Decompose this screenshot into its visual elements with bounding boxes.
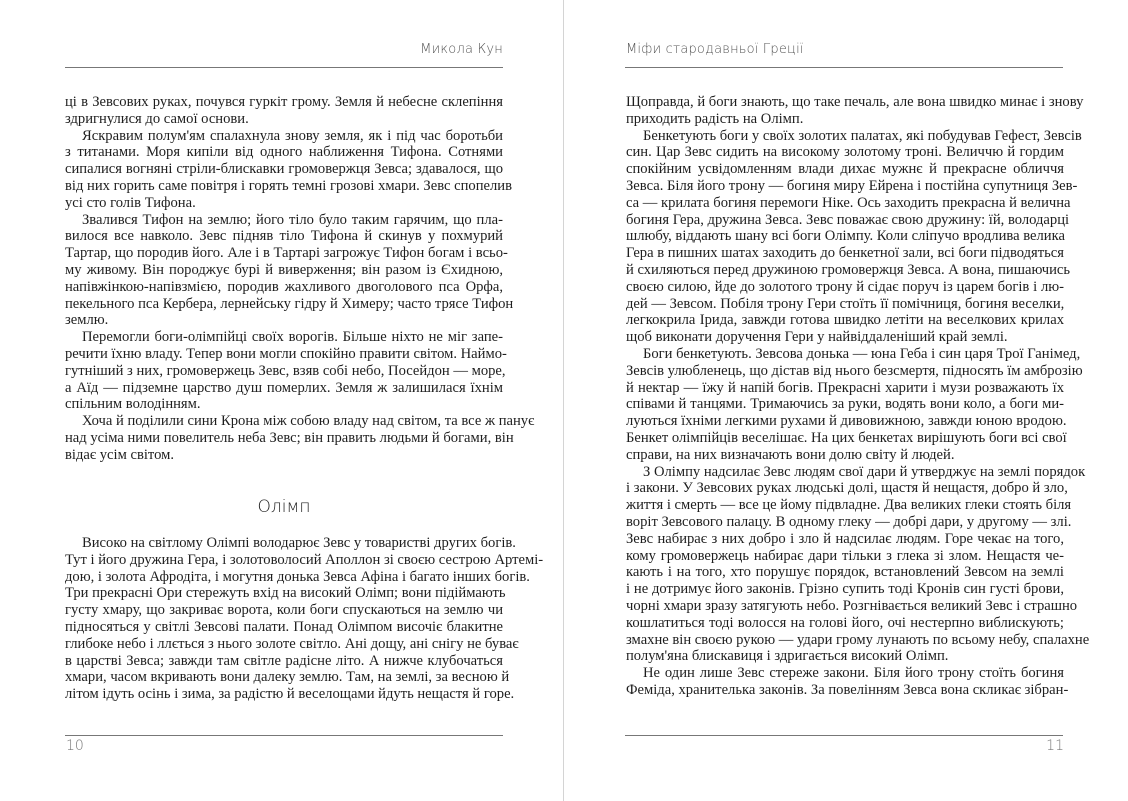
paragraph [65, 535, 544, 703]
text-line: син. Цар Зевс сидить на високому золотому троні. Величчю й гордим [626, 144, 1064, 161]
text-line: Яскравим полум'ям спалахнула знову земля, як і під час боротьби [82, 127, 503, 144]
text-line: і закони. У Зевсових руках людські долі, щастя й нещастя, добро й зло, [626, 480, 1068, 497]
text-line: ці в Зевсових руках, почувся гуркіт грому. Земля й небесне склепіння [65, 94, 503, 110]
text-line: Боги бенкетують. Зевсова донька — юна Геба і син царя Трої Ганімед, [643, 345, 1081, 362]
text-line: й нектар — їжу й напій богів. Прекрасні харити і музи розважають їх [626, 379, 1064, 396]
paragraph [626, 665, 1069, 699]
text-line: воріт Зевсового палацу. В одному глеку — добрі дари, у другому — злі. [626, 513, 1072, 530]
text-line: Тут і його дружина Гера, і золотоволосий Аполлон зі своєю сестрою Артемі- [65, 551, 544, 568]
text-line: своєю силою, йде до золотого трону й сідає поруч із царем богів і лю- [626, 278, 1064, 295]
text-line: речити їхню владу. Тепер вони могли спокійно правити світом. Наймо- [65, 345, 507, 362]
text-line: Звалився Тифон на землю; його тіло було таким гарячим, що пла- [82, 211, 503, 228]
text-line: приходить радість на Олімп. [626, 110, 804, 127]
section-title: Олімп [257, 497, 311, 517]
text-line: справи, на них визначають вони долю світу й людей. [626, 446, 955, 463]
text-line: Не один лише Зевс стереже закони. Біля його трону стоїть богиня [643, 665, 1064, 682]
text-line: Гера в пишних шатах заходить до бенкетної зали, всі боги підводяться [626, 245, 1064, 262]
paragraph [626, 127, 1082, 346]
text-line: полум'яна блискавиця і здригається високий Олімп. [626, 648, 949, 665]
text-line: Феміда, хранителька законів. За повелінням Зевса вона скликає зібран- [626, 681, 1069, 698]
text-line: від них горить саме повітря і горять темні грозові хмари. Зевс спопелив [65, 177, 513, 194]
footer-rule [65, 735, 503, 736]
text-line: З Олімпу надсилає Зевс людям свої дари й утверджує на землі порядок [643, 463, 1086, 480]
text-line: Три прекрасні Ори стережуть вхід на високий Олімп; вони підіймають [65, 585, 506, 602]
text-line: глибоке небо і ллється з нього золоте світло. Ані дощу, ані снігу не буває [65, 635, 519, 652]
text-line: життя і смерть — все це йому підвладне. Два великих глеки стоять біля [626, 497, 1072, 514]
text-line: легкокрила Ірида, завжди готова швидко летіти на веселкових крилах [626, 312, 1064, 329]
running-head-title: Міфи стародавньої Греції [626, 42, 804, 57]
text-line: усі сто голів Тифона. [65, 194, 196, 211]
text-line: хмари, часом вкривають вони далеку землю. Там, на землі, за весною й [65, 669, 510, 686]
text-line: сипалися вогняні стріли-блискавки громовержця Зевса; здавалося, що [65, 161, 503, 178]
text-line: Зевсів улюбленець, що дістав від нього безсмертя, підносять їм амброзію [626, 362, 1083, 379]
text-line: луються їхніми легкими рухами й дивовижною, завжди юною вродою. [626, 413, 1067, 430]
text-line: дей — Зевсом. Побіля трону Гери стоїть її помічниця, богиня веселки, [626, 295, 1065, 312]
body-text-bottom [65, 535, 544, 703]
paragraph [65, 329, 507, 413]
page-number: 11 [1046, 738, 1064, 754]
text-line: землю. [65, 312, 109, 329]
text-line: густу хмару, що закриває ворота, коли боги спускаються на землю чи [65, 602, 503, 619]
text-line: підносяться у світлі Зевсові палати. Понад Олімпом височіє блакитне [65, 618, 503, 635]
header-rule [65, 67, 503, 68]
right-page [564, 0, 1128, 801]
text-line: кому громовержець набирає дари тільки з глека зі злом. Нещастя че- [626, 547, 1064, 564]
text-line: кошлатиться тоді волосся на голові його, очі нестерпно виблискують; [626, 614, 1064, 631]
text-line: літом ідуть осінь і зима, за радістю й веселощами йдуть нещастя й горе. [65, 686, 515, 703]
paragraph [65, 127, 513, 212]
text-line: богиня Гера, дружина Зевса. Зевс поважає свою дружину: їй, володарці [626, 211, 1070, 228]
text-line: пекельного пса Кербера, лернейську гідру й Химеру; часто трясе Тифон [65, 295, 514, 312]
paragraph [626, 94, 1084, 128]
text-line: Хоча й поділили сини Крона між собою владу над світом, та все ж панує [82, 413, 535, 430]
paragraph [65, 94, 503, 128]
text-line: Зевса. Біля його трону — богиня миру Ейрена і постійна супутниця Зев- [626, 177, 1078, 194]
text-line: му живому. Він породжує бурі й виверження; він разом із Єхидною, [65, 261, 503, 278]
text-line: відає усім світом. [65, 446, 174, 463]
paragraph [626, 345, 1083, 464]
text-line: здригнулися до самої основи. [65, 110, 249, 127]
text-line: а Аїд — підземне царство душ померлих. Земля ж залишилася їхнім [65, 379, 503, 396]
footer-rule [625, 735, 1063, 736]
text-line: над усіма ними повелитель неба Зевс; він править людьми й богами, він [65, 429, 514, 446]
text-line: і не дотримує його законів. Грізно супить тоді Кронів син густі брови, [626, 581, 1064, 598]
body-text [626, 94, 1090, 699]
page-number: 10 [66, 738, 84, 754]
text-line: Тартар, що породив його. Але і в Тартарі загрожує Тифон богам і всьо- [65, 245, 508, 262]
text-line: спільним володінням. [65, 396, 201, 413]
text-line: щоб виконати доручення Гери у найвіддаленіший край землі. [626, 329, 1008, 346]
text-line: в царстві Зевса; завжди там світле радісне літо. А нижче клубочаться [65, 652, 503, 669]
text-line: кають і на того, хто порушує порядок, встановлений Зевсом на землі [626, 564, 1064, 581]
paragraph [65, 413, 535, 463]
text-line: дою, і золота Афродіта, і могутня донька Зевса Афіна і багато інших богів. [65, 568, 530, 585]
text-line: спокійним усвідомленням влади дихає мужнє й прекрасне обличчя [626, 161, 1064, 178]
body-text-top [65, 94, 535, 464]
text-line: вилося все навколо. Зевс підняв тіло Тифона й скинув у похмурий [65, 228, 503, 245]
paragraph [65, 211, 514, 330]
text-line: са — крилата богиня перемоги Ніке. Ось заходить прекрасна й велична [626, 194, 1071, 211]
text-line: співами й танцями. Тримаючись за руки, водять вони коло, а боги ми- [626, 396, 1064, 413]
text-line: чорні хмари зразу затягують небо. Розгнівається великий Зевс і страшно [626, 597, 1078, 614]
text-line: Високо на світлому Олімпі володарює Зевс у товаристві других богів. [82, 535, 516, 551]
text-line: гутніший з них, громовержець Зевс, взяв собі небо, Посейдон — море, [65, 362, 506, 379]
text-line: змахне він своєю рукою — удари грому лунають по всьому небу, спалахне [626, 631, 1090, 648]
text-line: Щоправда, й боги знають, що таке печаль, але вона швидко минає і знову [626, 94, 1084, 110]
text-line: з титанами. Моря кипіли від одного наближення Тифона. Сотнями [65, 144, 503, 161]
text-line: й схиляються перед дружиною громовержця Зевса. А вона, пишаючись [626, 261, 1071, 278]
paragraph [626, 463, 1090, 666]
header-rule [625, 67, 1063, 68]
text-line: Перемогли боги-олімпійці своїх ворогів. Більше ніхто не міг запе- [82, 329, 503, 346]
text-line: шлюбу, віддають шану всі боги Олімпу. Коли сліпучо вродлива велика [626, 228, 1065, 245]
running-head-author: Микола Кун [420, 42, 503, 57]
text-line: Бенкетують боги у своїх золотих палатах, які побудував Гефест, Зевсів [643, 127, 1082, 144]
text-line: Зевс набирає з них добро і зло й надсилає людям. Горе чекає на того, [626, 530, 1064, 547]
text-line: Бенкет олімпійців веселішає. На цих бенкетах вирішують боги всі свої [626, 429, 1067, 446]
text-line: напівжінкою-напівзмією, породив жахливого двоголового пса Орфа, [65, 278, 503, 295]
